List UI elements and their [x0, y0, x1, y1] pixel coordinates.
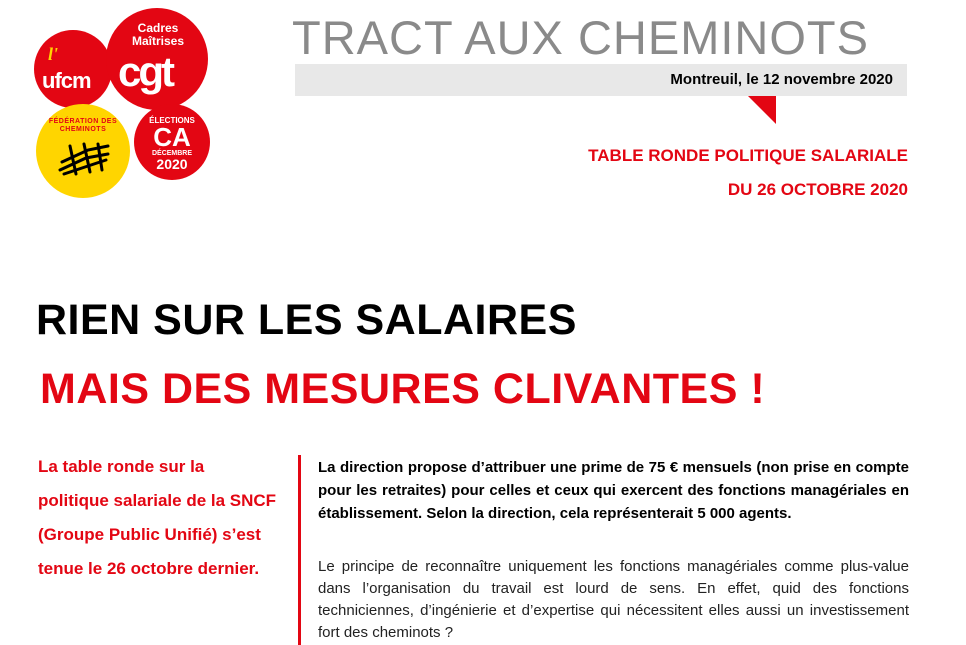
ufcm-logo: [34, 30, 112, 108]
body-paragraph-1: La direction propose d’attribuer une prime de 75 € mensuels (non prise en compte pour les retraites) pour celles et ceux qui exercent des fonctions managériales en établissement. Selon la direction, cela représenterait 5 000 agents.: [318, 459, 909, 522]
federation-text: FÉDÉRATION DES CHEMINOTS: [48, 118, 118, 133]
headline-line-1: RIEN SUR LES SALAIRES: [36, 296, 577, 344]
body-paragraph-2: Le principe de reconnaître uniquement les fonctions managériales comme plus-value dans l’organisation du travail est lourd de sens. En effet, quid des fonctions techniciennes, d’ingénierie et d’expertise qui nécessitent elles aussi un investissement fort des cheminots ?: [318, 558, 909, 641]
subtitle-line-2: DU 26 OCTOBRE 2020: [727, 180, 908, 199]
cgt-name: cgt: [118, 48, 172, 95]
elections-ca-logo: [134, 104, 210, 180]
logo-group: [30, 8, 215, 198]
cgt-logo: [106, 8, 208, 110]
date-text: Montreuil, le 12 novembre 2020: [670, 71, 893, 88]
date-bar: [295, 64, 907, 96]
tract-title: TRACT AUX CHEMINOTS: [292, 11, 869, 64]
elections-label: ÉLECTIONS: [149, 116, 195, 125]
cgt-subtitle: Cadres Maîtrises: [131, 21, 185, 48]
subtitle-line-1: TABLE RONDE POLITIQUE SALARIALE: [588, 146, 908, 165]
red-triangle-decoration: [748, 96, 776, 124]
ufcm-mark: l': [48, 44, 59, 64]
decembre-label: DÉCEMBRE: [151, 150, 193, 157]
federation-logo: [36, 104, 130, 198]
headline-line-2: MAIS DES MESURES CLIVANTES !: [40, 365, 766, 413]
ca-label: CA: [153, 122, 191, 152]
intro-text: La table ronde sur la politique salariale de la SNCF (Groupe Public Unifié) s’est tenue le 26 octobre dernier.: [38, 457, 277, 578]
ufcm-name: ufcm: [42, 68, 91, 93]
column-divider: [298, 455, 301, 645]
rail-track-icon: [56, 140, 112, 178]
year-label: 2020: [156, 156, 188, 172]
